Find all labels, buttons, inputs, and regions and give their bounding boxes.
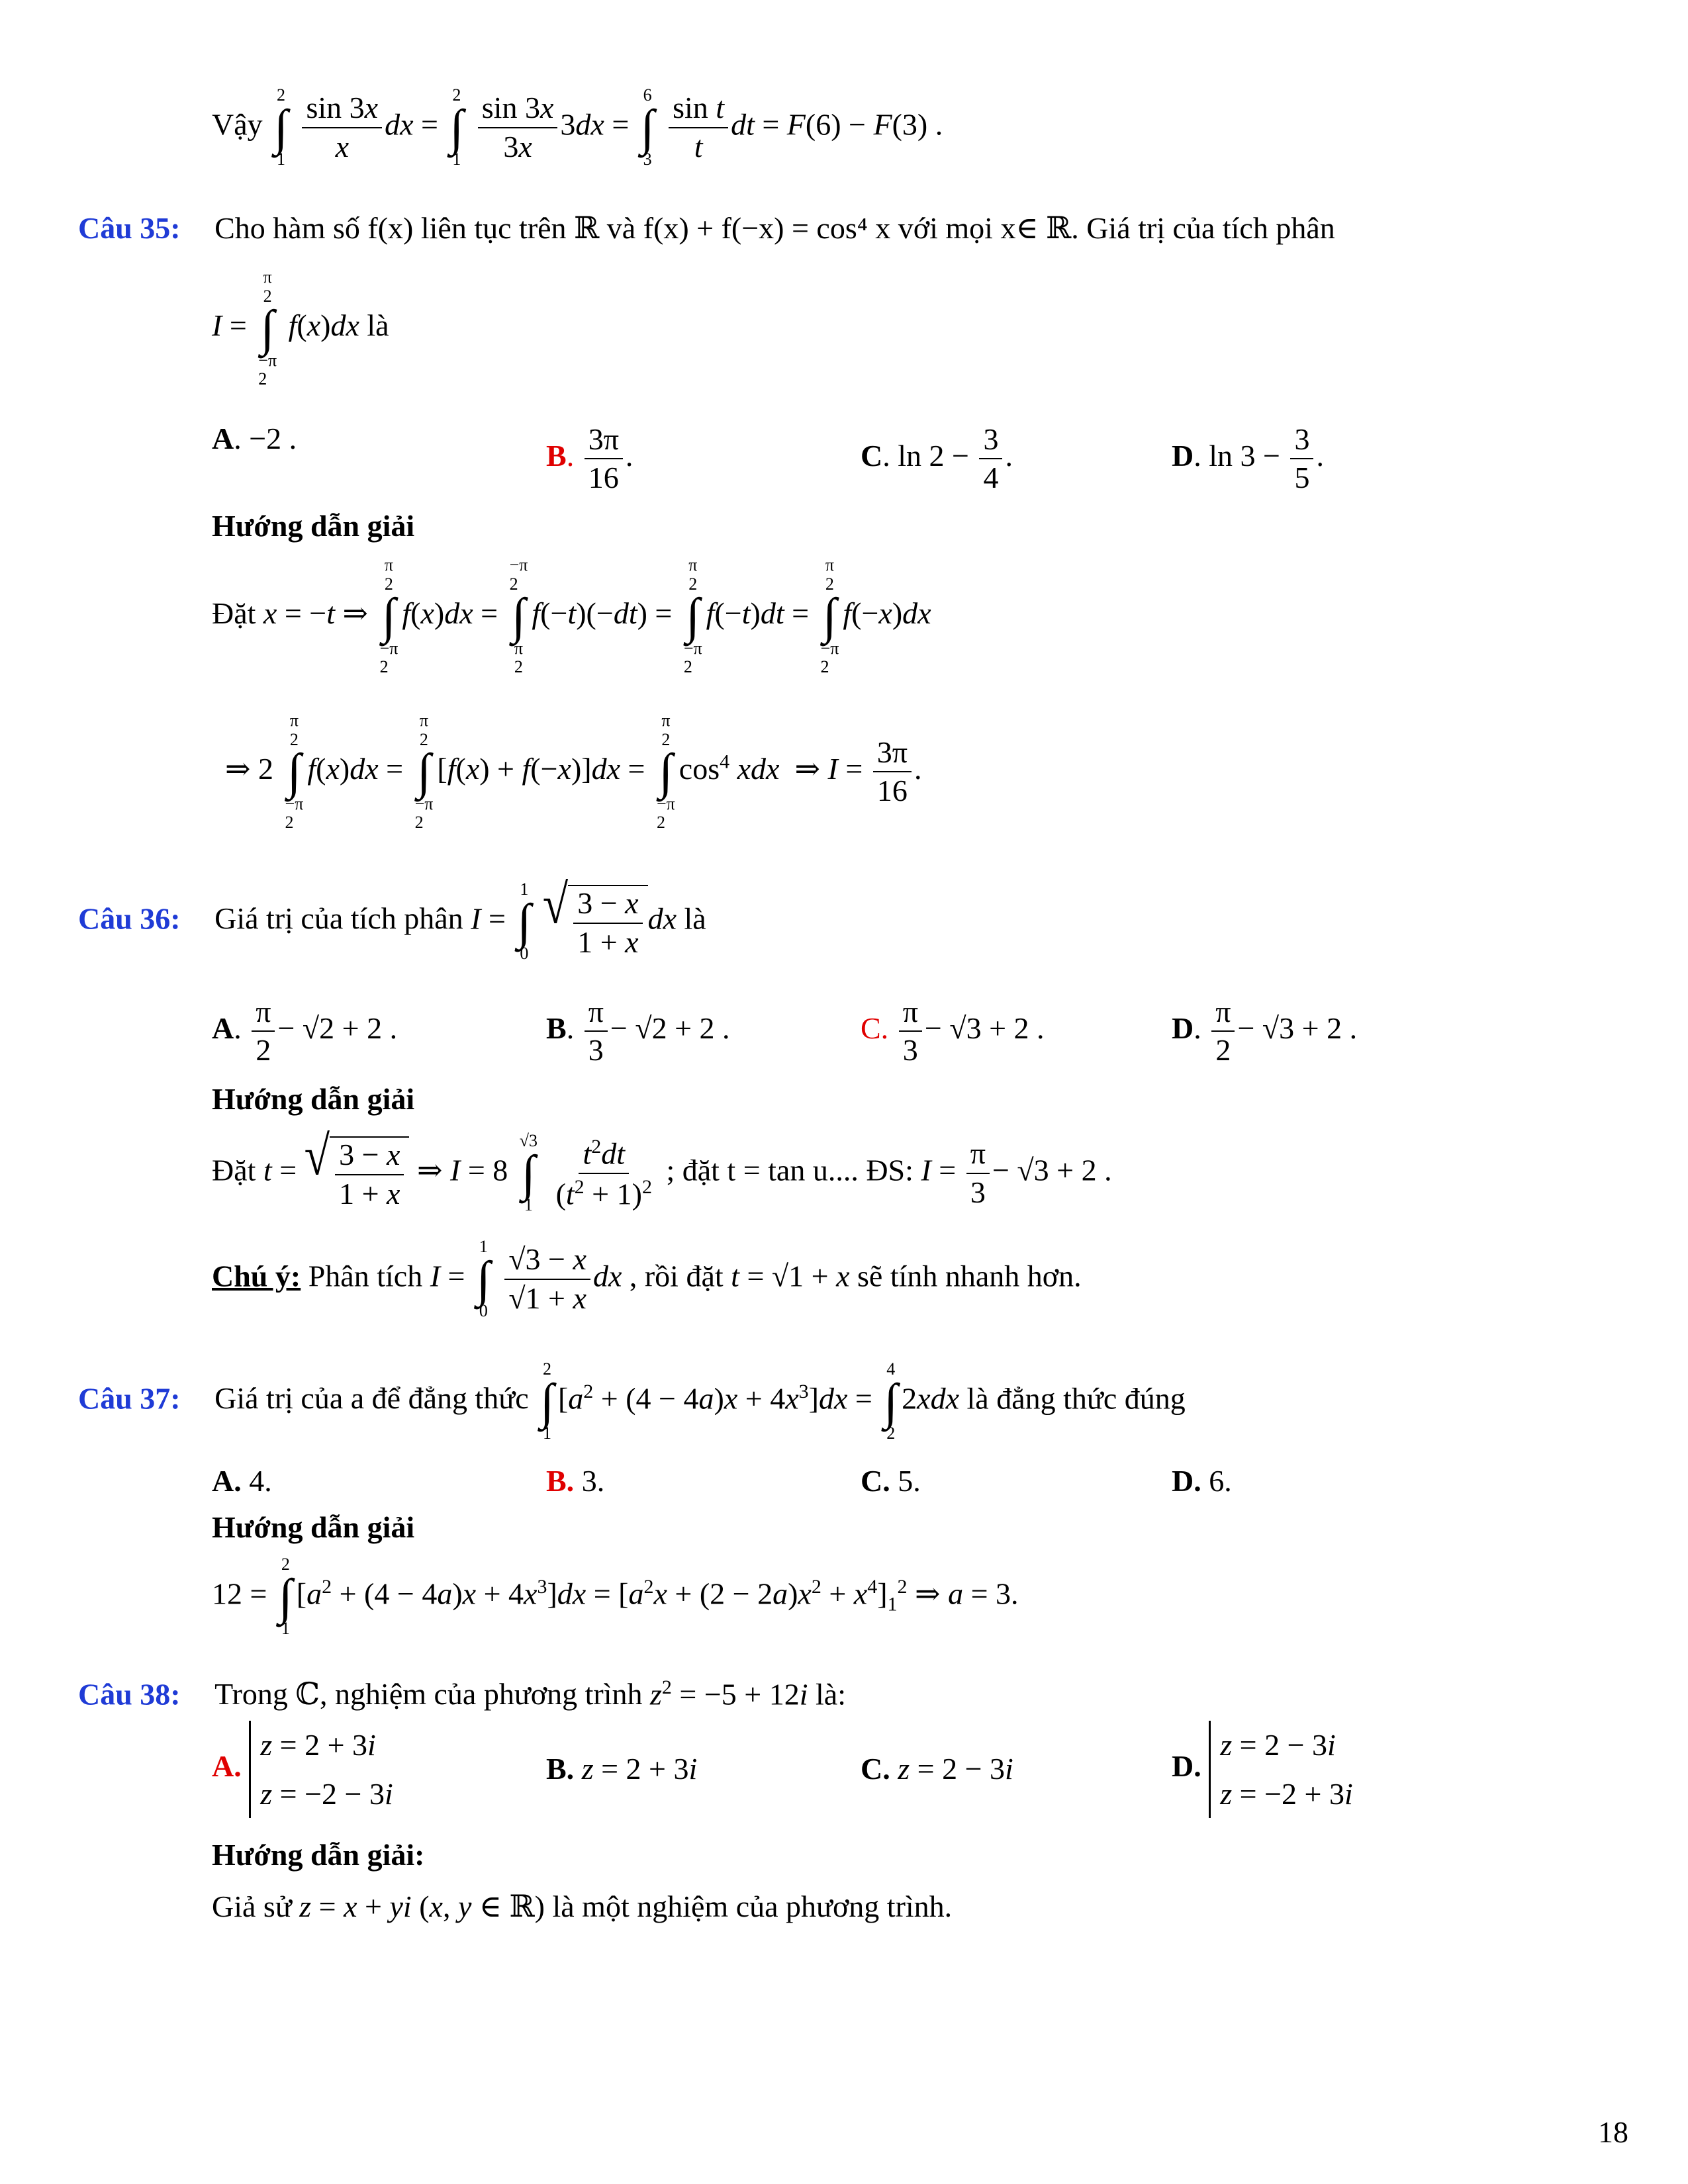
q36-solution-line: Đặt t = √ $\frac{3 - x}{1 + x}$ ⇒ I = 8 √3 ∫ 1 $\frac{t^2dt}{(t^2 + 1)^2}$ ; đặt t = tan u.... ĐS: I = $\frac{\pi}{3}$ − √3 + 2 . xyxy=(212,1126,1112,1214)
question-37-label: Câu 37: xyxy=(78,1381,181,1416)
question-38-text: Trong ℂ, nghiệm của phương trình xyxy=(214,1677,643,1711)
q35-option-c[interactable]: C. ln 2 − $\frac{3}{4}$ . xyxy=(861,422,1013,495)
question-36: Câu 36: Giá trị của tích phân I = 1 ∫ 0 √ $\frac{3 - x}{1 + x}$ dx là xyxy=(78,874,706,963)
q35-solution-line1: Đặt x = −t ⇒ π 2 ∫ −π 2 f(x)dx = −π 2 ∫ π 2 f(−t)(−dt) = π 2 ∫ −π 2 f(−t)dt = π 2 ∫ −π 2 f(−x)dx xyxy=(212,555,931,677)
q38-option-c[interactable]: C. z = 2 − 3i xyxy=(861,1752,1013,1786)
q37-option-c[interactable]: C. 5. xyxy=(861,1464,921,1498)
q38-option-a[interactable]: A. z = 2 + 3i z = −2 − 3i xyxy=(212,1721,393,1818)
page-number: 18 xyxy=(1598,2115,1628,2149)
q36-option-b[interactable]: B. $\frac{\pi}{3}$ − √2 + 2 . xyxy=(546,995,730,1068)
q35-option-b[interactable]: B. $\frac{3\pi}{16}$ . xyxy=(546,422,633,495)
q35-solution-line2: ⇒ 2 π 2 ∫ −π 2 f(x)dx = π 2 ∫ −π 2 [f(x) + f(−x)]dx = π 2 ∫ −π 2 $\cos^4$ xdx ⇒ I = $\frac{3\pi}{16}$ . xyxy=(225,711,922,833)
q38-option-b[interactable]: B. z = 2 + 3i xyxy=(546,1752,698,1786)
q37-option-a[interactable]: A. 4. xyxy=(212,1464,272,1498)
question-35 xyxy=(78,213,1335,244)
q36-note: Chú ý: Phân tích I = 1 ∫ 0 $\frac{√3 - x}{√1 + x}$ dx , rồi đặt t = √1 + x sẽ tính nhanh hơn. xyxy=(212,1237,1082,1320)
question-35-integral: I = π 2 ∫ −π 2 f(x)dx là xyxy=(212,267,389,389)
q35-option-a[interactable]: A. −2 . xyxy=(212,422,297,455)
q36-option-a[interactable]: A. $\frac{\pi}{2}$ − √2 + 2 . xyxy=(212,995,398,1068)
q35-solution-title: Hướng dẫn giải xyxy=(212,509,415,543)
q37-option-b[interactable]: B. 3. xyxy=(546,1464,605,1498)
question-38: Câu 38: Trong ℂ, nghiệm của phương trình $z^2 = -5 + 12i$ là: xyxy=(78,1676,846,1711)
question-36-text: Giá trị của tích phân xyxy=(214,901,463,936)
q38-solution-line: Giả sử z = x + yi (x, y ∈ ℝ) là một nghiệm của phương trình. xyxy=(212,1889,953,1923)
question-35-text: Cho hàm số f(x) liên tục trên ℝ và f(x) + f(−x) = cos⁴ x với mọi x∈ ℝ. Giá trị của tích phân xyxy=(214,211,1335,245)
q36-option-c[interactable]: C. $\frac{\pi}{3}$ − √3 + 2 . xyxy=(861,995,1045,1068)
q38-solution-title: Hướng dẫn giải: xyxy=(212,1838,425,1872)
intro-prefix: Vậy xyxy=(212,107,263,142)
question-35-label: Câu 35: xyxy=(78,211,181,245)
question-37-text: Giá trị của a để đẳng thức xyxy=(214,1381,529,1416)
q36-option-d[interactable]: D. $\frac{\pi}{2}$ − √3 + 2 . xyxy=(1172,995,1358,1068)
question-37: Câu 37: Giá trị của a để đẳng thức 2 ∫ 1 $[a^2 + (4 - 4a)x + 4x^3]dx$ = 4 ∫ 2 2xdx là đẳng thức đúng xyxy=(78,1359,1186,1443)
question-35-tail: là xyxy=(367,308,389,342)
question-36-label: Câu 36: xyxy=(78,901,181,936)
q37-option-d[interactable]: D. 6. xyxy=(1172,1464,1232,1498)
q36-note-label: Chú ý: xyxy=(212,1259,301,1293)
question-38-label: Câu 38: xyxy=(78,1677,181,1711)
intro-line: Vậy 2 ∫ 1 $\frac{\sin 3x}{x}$ dx = 2 ∫ 1 $\frac{\sin 3x}{3x}$ 3dx = 6 ∫ 3 $\frac{\text{sin t}}{t}$ dt = F(6) − F(3) . xyxy=(212,85,943,169)
q37-solution-line: 12 = 2 ∫ 1 $[a^2 + (4 - 4a)x + 4x^3]dx = [a^2x + (2 - 2a)x^2 + x^4]_1^2$ ⇒ a = 3. xyxy=(212,1555,1019,1638)
q35-option-d[interactable]: D. ln 3 − $\frac{3}{5}$ . xyxy=(1172,422,1324,495)
q37-solution-title: Hướng dẫn giải xyxy=(212,1510,415,1544)
q38-option-d[interactable]: D. z = 2 − 3i z = −2 + 3i xyxy=(1172,1721,1353,1818)
q36-solution-title: Hướng dẫn giải xyxy=(212,1082,415,1116)
